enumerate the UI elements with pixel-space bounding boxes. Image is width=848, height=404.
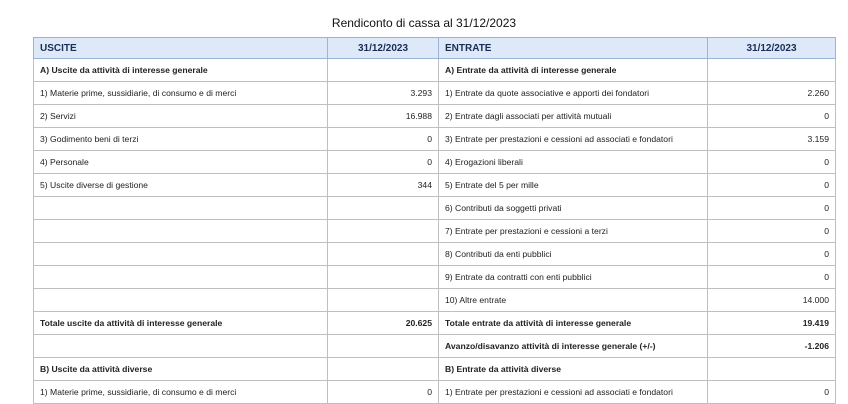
uscite-value xyxy=(328,59,439,82)
entrate-value: 0 xyxy=(708,174,836,197)
entrate-label: 3) Entrate per prestazioni e cessioni ad associati e fondatori xyxy=(439,128,708,151)
entrate-value: 0 xyxy=(708,381,836,404)
entrate-value: 0 xyxy=(708,266,836,289)
header-entrate-date: 31/12/2023 xyxy=(708,38,836,59)
entrate-label: 2) Entrate dagli associati per attività mutuali xyxy=(439,105,708,128)
uscite-value: 3.293 xyxy=(328,82,439,105)
uscite-label: B) Uscite da attività diverse xyxy=(34,358,328,381)
entrate-value: 0 xyxy=(708,220,836,243)
uscite-value: 0 xyxy=(328,151,439,174)
entrate-label: 6) Contributi da soggetti privati xyxy=(439,197,708,220)
uscite-value xyxy=(328,220,439,243)
entrate-value xyxy=(708,358,836,381)
uscite-label: 5) Uscite diverse di gestione xyxy=(34,174,328,197)
entrate-value: 0 xyxy=(708,197,836,220)
entrate-value: 0 xyxy=(708,151,836,174)
uscite-value: 0 xyxy=(328,128,439,151)
uscite-label xyxy=(34,197,328,220)
entrate-value: -1.206 xyxy=(708,335,836,358)
table-row xyxy=(34,312,836,335)
entrate-label: Avanzo/disavanzo attività di interesse generale (+/-) xyxy=(439,335,708,358)
entrate-label: Totale entrate da attività di interesse generale xyxy=(439,312,708,335)
header-uscite-date: 31/12/2023 xyxy=(328,38,439,59)
uscite-label: 4) Personale xyxy=(34,151,328,174)
entrate-label: A) Entrate da attività di interesse generale xyxy=(439,59,708,82)
uscite-value: 0 xyxy=(328,381,439,404)
uscite-label: 1) Materie prime, sussidiarie, di consumo e di merci xyxy=(34,82,328,105)
entrate-value: 14.000 xyxy=(708,289,836,312)
uscite-label: A) Uscite da attività di interesse generale xyxy=(34,59,328,82)
uscite-label xyxy=(34,335,328,358)
entrate-label: 5) Entrate del 5 per mille xyxy=(439,174,708,197)
table-row xyxy=(34,128,836,151)
table-row xyxy=(34,174,836,197)
entrate-value: 19.419 xyxy=(708,312,836,335)
uscite-label xyxy=(34,220,328,243)
entrate-value: 0 xyxy=(708,105,836,128)
entrate-label: 1) Entrate da quote associative e apporti dei fondatori xyxy=(439,82,708,105)
entrate-label: 4) Erogazioni liberali xyxy=(439,151,708,174)
table-row xyxy=(34,381,836,404)
entrate-label: 1) Entrate per prestazioni e cessioni ad associati e fondatori xyxy=(439,381,708,404)
table-row xyxy=(34,151,836,174)
uscite-value xyxy=(328,335,439,358)
table-row xyxy=(34,105,836,128)
entrate-value: 3.159 xyxy=(708,128,836,151)
uscite-label: 1) Materie prime, sussidiarie, di consumo e di merci xyxy=(34,381,328,404)
entrate-label: 10) Altre entrate xyxy=(439,289,708,312)
entrate-value xyxy=(708,59,836,82)
table-row xyxy=(34,335,836,358)
uscite-label xyxy=(34,243,328,266)
uscite-value xyxy=(328,197,439,220)
uscite-label: Totale uscite da attività di interesse generale xyxy=(34,312,328,335)
uscite-value xyxy=(328,243,439,266)
entrate-value: 2.260 xyxy=(708,82,836,105)
uscite-value: 20.625 xyxy=(328,312,439,335)
entrate-label: 7) Entrate per prestazioni e cessioni a terzi xyxy=(439,220,708,243)
entrate-label: B) Entrate da attività diverse xyxy=(439,358,708,381)
uscite-label xyxy=(34,266,328,289)
uscite-value xyxy=(328,358,439,381)
table-row xyxy=(34,82,836,105)
table-row xyxy=(34,289,836,312)
entrate-label: 9) Entrate da contratti con enti pubblici xyxy=(439,266,708,289)
uscite-value xyxy=(328,266,439,289)
uscite-value xyxy=(328,289,439,312)
header-entrate: ENTRATE xyxy=(439,38,708,59)
table-row xyxy=(34,243,836,266)
uscite-label xyxy=(34,289,328,312)
header-uscite: USCITE xyxy=(34,38,328,59)
uscite-label: 2) Servizi xyxy=(34,105,328,128)
table-row xyxy=(34,197,836,220)
uscite-value: 16.988 xyxy=(328,105,439,128)
uscite-label: 3) Godimento beni di terzi xyxy=(34,128,328,151)
table-header-row xyxy=(34,38,836,59)
table-row xyxy=(34,220,836,243)
uscite-value: 344 xyxy=(328,174,439,197)
entrate-value: 0 xyxy=(708,243,836,266)
table-row xyxy=(34,266,836,289)
document-title: Rendiconto di cassa al 31/12/2023 xyxy=(331,16,517,30)
entrate-label: 8) Contributi da enti pubblici xyxy=(439,243,708,266)
table-row xyxy=(34,358,836,381)
table-row xyxy=(34,59,836,82)
cash-statement-table xyxy=(33,37,836,404)
